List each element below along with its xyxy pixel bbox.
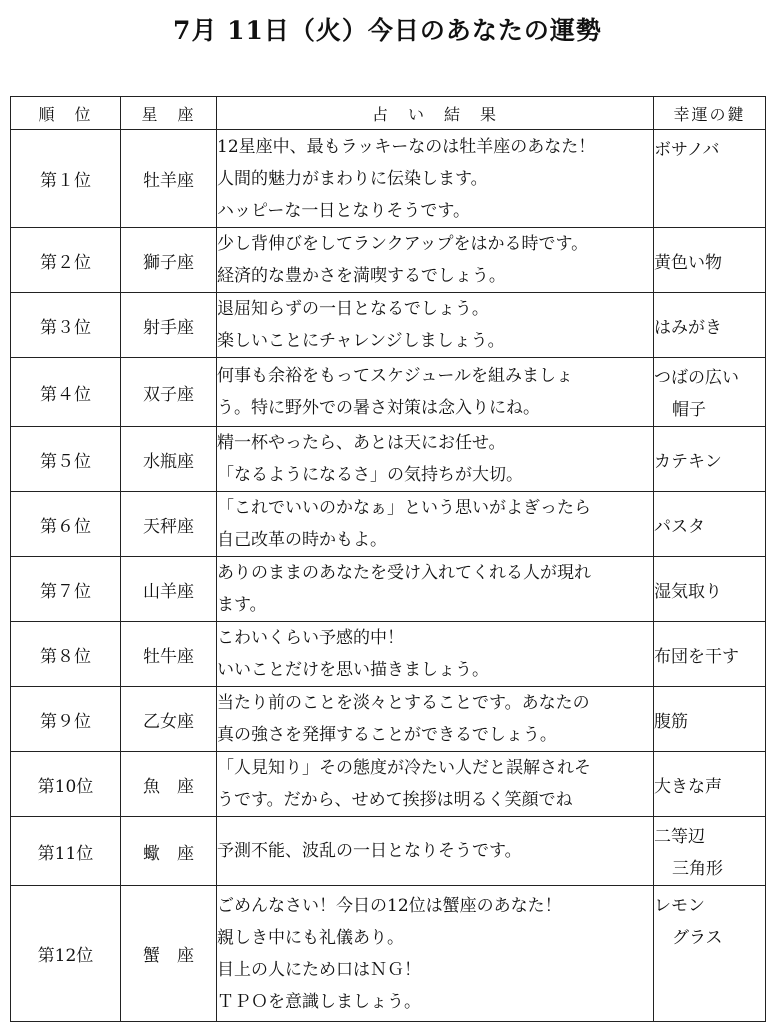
rank-cell: 第６位 xyxy=(11,492,121,557)
rank-cell: 第８位 xyxy=(11,622,121,687)
lucky-key-text: 布団を干す xyxy=(654,646,739,667)
lucky-key-cell xyxy=(654,752,766,817)
result-cell xyxy=(217,358,654,427)
rank-cell: 第５位 xyxy=(11,427,121,492)
result-line: うです。だから、せめて挨拶は明るく笑顔でね xyxy=(217,790,573,810)
table-header-row xyxy=(11,97,766,130)
result-line: 12星座中、最もラッキーなのは牡羊座のあなた！ xyxy=(217,136,596,157)
lucky-key-text: つばの広い xyxy=(654,368,739,388)
lucky-key-text: 三角形 xyxy=(672,859,723,879)
lucky-key-text: カテキン xyxy=(654,451,722,472)
result-line: ます。 xyxy=(217,595,267,615)
sign-cell: 乙女座 xyxy=(121,687,217,752)
result-line: ありのままのあなたを受け入れてくれる人が現れ xyxy=(217,563,591,583)
result-cell xyxy=(217,687,654,752)
sign-cell: 獅子座 xyxy=(121,228,217,293)
header-sign: 星 座 xyxy=(121,97,217,130)
lucky-key-cell xyxy=(654,228,766,293)
result-line: 退屈知らずの一日となるでしょう。 xyxy=(217,299,489,319)
rank-cell: 第４位 xyxy=(11,358,121,427)
result-line: 楽しいことにチャレンジしましょう。 xyxy=(217,331,505,351)
table-row xyxy=(11,130,766,228)
sign-cell: 蟹 座 xyxy=(121,886,217,1022)
sign-cell: 牡牛座 xyxy=(121,622,217,687)
result-line: 人間的魅力がまわりに伝染します。 xyxy=(217,168,488,189)
rank-cell: 第７位 xyxy=(11,557,121,622)
page-title: 7月 11日（火）今日のあなたの運勢 xyxy=(173,16,602,45)
fortune-table xyxy=(10,96,766,1022)
result-cell xyxy=(217,886,654,1022)
sign-cell: 牡羊座 xyxy=(121,130,217,228)
lucky-key-cell xyxy=(654,557,766,622)
result-line: ＴＰＯを意識しましょう。 xyxy=(217,991,421,1012)
result-cell xyxy=(217,228,654,293)
table-row xyxy=(11,752,766,817)
result-line: いいことだけを思い描きましょう。 xyxy=(217,660,489,680)
table-row xyxy=(11,557,766,622)
lucky-key-text: 腹筋 xyxy=(654,711,688,732)
result-cell xyxy=(217,817,654,886)
table-row xyxy=(11,886,766,1022)
lucky-key-cell xyxy=(654,427,766,492)
lucky-key-text: 帽子 xyxy=(672,400,706,420)
sign-cell: 天秤座 xyxy=(121,492,217,557)
lucky-key-cell xyxy=(654,622,766,687)
table-row xyxy=(11,293,766,358)
lucky-key-text: 二等辺 xyxy=(654,827,705,847)
sign-cell: 蠍 座 xyxy=(121,817,217,886)
result-cell xyxy=(217,492,654,557)
result-cell xyxy=(217,293,654,358)
table-row xyxy=(11,427,766,492)
lucky-key-cell xyxy=(654,293,766,358)
result-cell xyxy=(217,622,654,687)
lucky-key-cell xyxy=(654,817,766,886)
header-key: 幸運の鍵 xyxy=(654,97,766,130)
result-line: 少し背伸びをしてランクアップをはかる時です。 xyxy=(217,234,589,254)
result-cell xyxy=(217,557,654,622)
result-cell xyxy=(217,427,654,492)
result-line: 目上の人にため口はＮＧ！ xyxy=(217,959,421,980)
result-line: 経済的な豊かさを満喫するでしょう。 xyxy=(217,266,506,286)
lucky-key-text: 黄色い物 xyxy=(654,252,722,273)
rank-cell: 第10位 xyxy=(11,752,121,817)
rank-cell: 第１位 xyxy=(11,130,121,228)
lucky-key-text: パスタ xyxy=(654,516,705,537)
rank-cell: 第11位 xyxy=(11,817,121,886)
lucky-key-cell xyxy=(654,687,766,752)
result-line: 自己改革の時かもよ。 xyxy=(217,530,387,550)
rank-cell: 第12位 xyxy=(11,886,121,1022)
table-row xyxy=(11,687,766,752)
result-line: 何事も余裕をもってスケジュールを組みましょ xyxy=(217,366,573,386)
sign-cell: 双子座 xyxy=(121,358,217,427)
result-line: ごめんなさい！今日の12位は蟹座のあなた！ xyxy=(217,895,562,916)
lucky-key-text: はみがき xyxy=(654,317,722,338)
result-line: 予測不能、波乱の一日となりそうです。 xyxy=(217,841,522,861)
result-line: 親しき中にも礼儀あり。 xyxy=(217,927,404,948)
result-line: ハッピーな一日となりそうです。 xyxy=(217,200,470,221)
lucky-key-cell xyxy=(654,130,766,228)
result-line: う。特に野外での暑さ対策は念入りにね。 xyxy=(217,398,540,418)
result-line: こわいくらい予感的中！ xyxy=(217,628,404,648)
result-line: 「なるようになるさ」の気持ちが大切。 xyxy=(217,465,523,485)
rank-cell: 第９位 xyxy=(11,687,121,752)
sign-cell: 水瓶座 xyxy=(121,427,217,492)
sign-cell: 魚 座 xyxy=(121,752,217,817)
lucky-key-text: 湿気取り xyxy=(654,581,722,602)
result-line: 当たり前のことを淡々とすることです。あなたの xyxy=(217,693,590,713)
table-row xyxy=(11,492,766,557)
table-row xyxy=(11,622,766,687)
lucky-key-text: 大きな声 xyxy=(654,776,722,797)
result-line: 「人見知り」その態度が冷たい人だと誤解されそ xyxy=(217,758,591,778)
lucky-key-text: レモン xyxy=(654,896,705,916)
result-cell xyxy=(217,752,654,817)
table-row xyxy=(11,228,766,293)
result-line: 精一杯やったら、あとは天にお任せ。 xyxy=(217,433,506,453)
result-line: 「これでいいのかなぁ」という思いがよぎったら xyxy=(217,498,591,518)
result-line: 真の強さを発揮することができるでしょう。 xyxy=(217,725,557,745)
lucky-key-text: ボサノバ xyxy=(654,140,720,160)
rank-cell: 第３位 xyxy=(11,293,121,358)
table-row xyxy=(11,358,766,427)
result-cell xyxy=(217,130,654,228)
lucky-key-cell xyxy=(654,886,766,1022)
table-row xyxy=(11,817,766,886)
sign-cell: 山羊座 xyxy=(121,557,217,622)
sign-cell: 射手座 xyxy=(121,293,217,358)
header-result: 占 い 結 果 xyxy=(217,97,654,130)
rank-cell: 第２位 xyxy=(11,228,121,293)
lucky-key-text: グラス xyxy=(672,928,723,948)
lucky-key-cell xyxy=(654,358,766,427)
lucky-key-cell xyxy=(654,492,766,557)
header-rank: 順 位 xyxy=(11,97,121,130)
